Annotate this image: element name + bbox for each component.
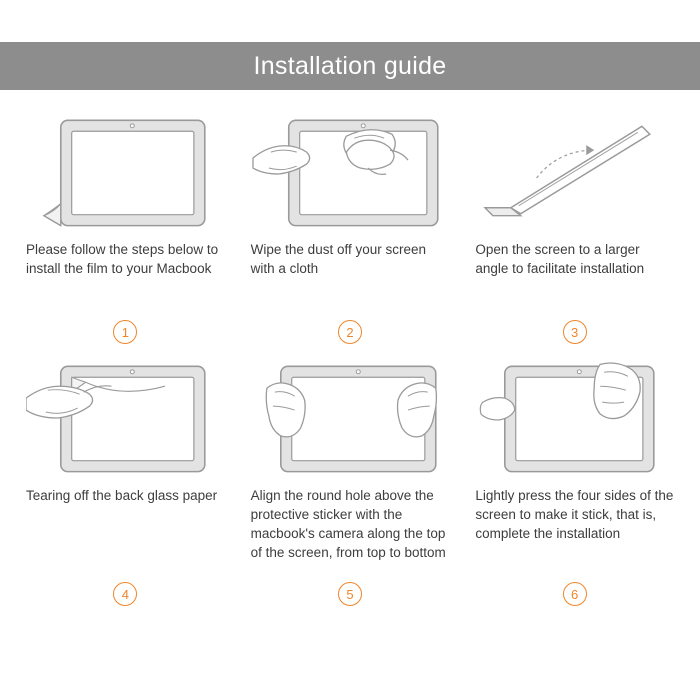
step-number-wrap	[475, 320, 674, 354]
step-number-wrap	[251, 320, 450, 354]
illustration-hand-tearing-back-paper	[26, 358, 225, 476]
step-number-wrap	[475, 582, 674, 616]
step-badge-5: 5	[338, 582, 362, 606]
step-caption: Tearing off the back glass paper	[26, 488, 218, 503]
step-card-3	[467, 112, 682, 354]
step-badge-3: 3	[563, 320, 587, 344]
step-caption: Open the screen to a larger angle to facilitate installation	[475, 242, 645, 276]
page-title: Installation guide	[253, 51, 447, 80]
step-card-4	[18, 358, 233, 616]
step-card-2	[243, 112, 458, 354]
steps-grid	[0, 90, 700, 616]
step-badge-4: 4	[113, 582, 137, 606]
step-card-5	[243, 358, 458, 616]
step-card-1	[18, 112, 233, 354]
illustration-laptop-opened-wide-angle	[475, 112, 674, 230]
step-badge-2: 2	[338, 320, 362, 344]
bottom-spacer	[0, 684, 700, 700]
illustration-two-hands-aligning-film-on-screen	[251, 358, 450, 476]
illustration-hand-pressing-film-edges	[475, 358, 674, 476]
top-spacer	[0, 0, 700, 42]
step-badge-6: 6	[563, 582, 587, 606]
step-caption: Please follow the steps below to install the film to your Macbook	[26, 242, 219, 276]
header-bar	[0, 42, 700, 90]
step-number-wrap	[26, 582, 225, 616]
illustration-laptop-screen-with-peeling-film	[26, 112, 225, 230]
step-card-6	[467, 358, 682, 616]
step-caption: Lightly press the four sides of the screen to make it stick, that is, complete the installation	[475, 488, 674, 541]
illustration-hand-wiping-screen-with-cloth	[251, 112, 450, 230]
step-number-wrap	[251, 582, 450, 616]
step-caption: Wipe the dust off your screen with a cloth	[250, 242, 426, 276]
step-caption: Align the round hole above the protective sticker with the macbook's camera along the top of the screen, from top to bottom	[250, 488, 446, 560]
step-badge-1: 1	[113, 320, 137, 344]
step-number-wrap	[26, 320, 225, 354]
